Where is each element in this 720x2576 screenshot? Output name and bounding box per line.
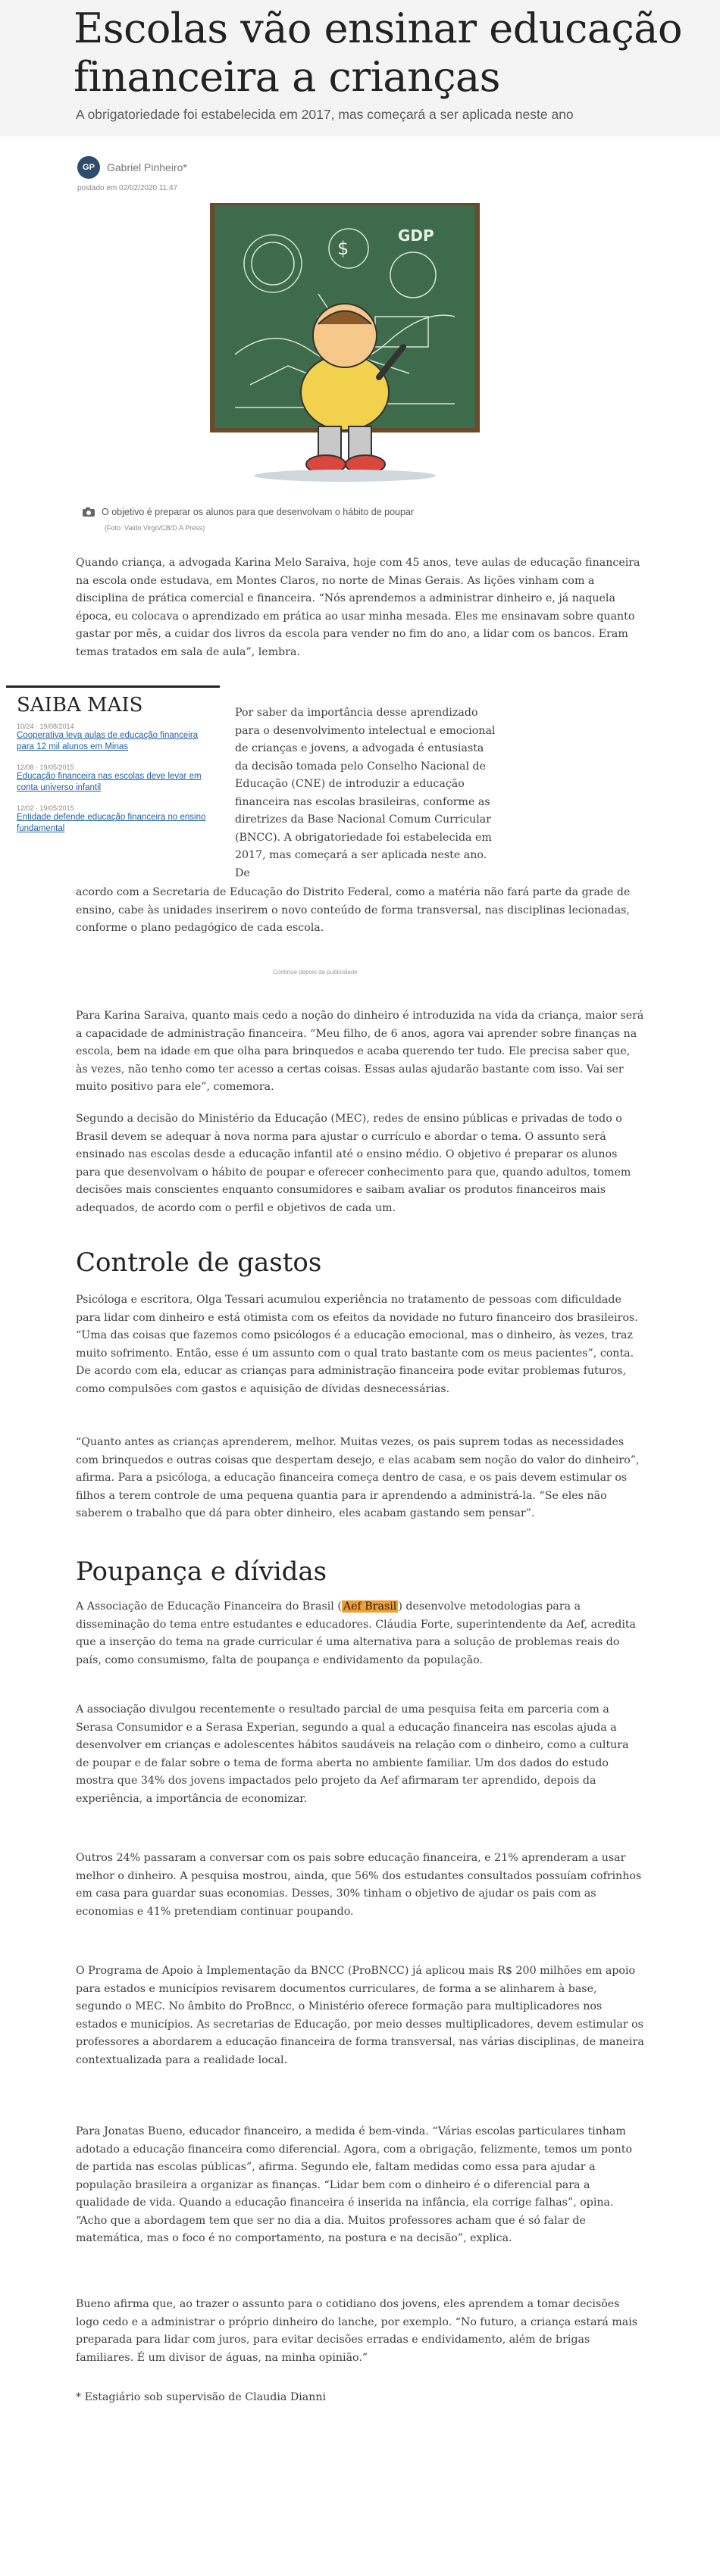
saiba-mais-rule [6, 685, 220, 688]
board-dollar: $ [337, 238, 349, 259]
saiba-mais-box [6, 685, 220, 845]
paragraph-text: A Associação de Educação Financeira do Brasil ( [76, 1600, 342, 1613]
paragraph: Outros 24% passaram a conversar com os pais sobre educação financeira, e 21% aprenderam a usar melhor o dinheiro. A pesquisa mostrou, ainda, que 56% dos estudantes consultados possuíam cofrinhos em casa para guardar suas economias. Desses, 30% tinham o objetivo de ajudar os pais com as economias e 41% pretendiam continuar poupando. [76, 1852, 642, 1918]
paragraph: Bueno afirma que, ao trazer o assunto para o cotidiano dos jovens, eles aprendem a tomar decisões logo cedo e a administrar o próprio dinheiro do lanche, por exemplo. “No futuro, a criança estará mais preparada para lidar com juros, para evitar decisões erradas e endividamento, além de brigas familiares. É um divisor de águas, na minha opinião.” [76, 2298, 638, 2364]
saiba-mais-item [17, 763, 218, 794]
board-gdp-label: GDP [398, 226, 434, 245]
saiba-mais-link[interactable]: Educação financeira nas escolas deve levar em conta universo infantil [17, 772, 202, 792]
paragraph: Para Jonatas Bueno, educador financeiro, a medida é bem-vinda. “Várias escolas particulares tinham adotado a educação financeira como diferencial. Agora, com a obrigação, felizmente, temos um ponto de partida nas escolas públicas”, afirma. Segundo ele, faltam medidas como essa para ajudar a população brasileira a organizar as finanças. “Lidar bem com o dinheiro é o diferencial para a qualidade de vida. Quando a educação financeira é inserida na infância, ela corrige falhas”, opina. “Acho que a abordagem tem que ser no dia a dia. Muitos professores acham que é só falar de matemática, mas o foco é no comportamento, na postura e na decisão”, explica. [76, 2125, 633, 2244]
paragraph [76, 1598, 644, 1669]
article-illustration [205, 203, 485, 491]
saiba-mais-item [17, 723, 218, 753]
paragraph: “Quanto antes as crianças aprenderem, melhor. Muitas vezes, os pais suprem todas as necessidades com brinquedos e outras coisas que despertam desejo, e elas acabam sem noção do valor do dinheiro”, afirma. Para a psicóloga, a educação financeira começa dentro de casa, e os pais devem estimular os filhos a terem controle de uma pequena quantia para ir aprendendo a administrá-la. “Se eles não saberem o trabalho que dá para obter dinheiro, eles acabam gastando sem pensar”. [76, 1436, 640, 1519]
section-heading: Controle de gastos [76, 1247, 322, 1278]
paragraph: Para Karina Saraiva, quanto mais cedo a noção do dinheiro é introduzida na vida da criança, maior será a capacidade de administração financeira. “Meu filho, de 6 anos, agora vai aprender sobre finanças na escola, bem na idade em que olha para brinquedos e acaba querendo ter tudo. Ele precisa saber que, às vezes, não tenho como ter acesso a certas coisas. Essas aulas ajudarão bastante com isso. Vai ser muito positivo para ele”, comemora. [76, 1010, 644, 1093]
byline [77, 155, 187, 180]
saiba-mais-link[interactable]: Cooperativa leva aulas de educação financeira para 12 mil alunos em Minas [17, 731, 199, 751]
author-avatar[interactable]: GP [77, 156, 100, 179]
image-caption [82, 507, 414, 517]
camera-icon [82, 507, 95, 517]
saiba-mais-title: SAIBA MAIS [17, 694, 143, 717]
saiba-mais-date: 12/02 · 19/05/2015 [17, 804, 74, 812]
article-subheadline: A obrigatoriedade foi estabelecida em 2017, mas começará a ser aplicada neste ano [76, 107, 574, 122]
author-name[interactable]: Gabriel Pinheiro* [107, 161, 187, 173]
ad-label: Continue depois da publicidade [273, 969, 358, 976]
paragraph-text: ) desenvolve metodologias para a disseminação do tema entre estudantes e educadores. Cláudia Forte, superintendente da Aef, acredita que a inserção do tema na grade curricular é uma alternativa para a solução de problemas reais do país, como consumismo, falta de poupança e endividamento da população. [76, 1600, 637, 1666]
paragraph: A associação divulgou recentemente o resultado parcial de uma pesquisa feita em parceria com a Serasa Consumidor e a Serasa Experian, segundo a qual a educação financeira nas escolas ajuda a desenvolver em crianças e adolescentes hábitos saudáveis na relação com o dinheiro, como a cultura de poupar e de falar sobre o tema de forma aberta no ambiente familiar. Um dos dados do estudo mostra que 34% dos jovens impactados pelo projeto da Aef afirmaram ter aprendido, depois da experiência, a importância de economizar. [76, 1703, 629, 1805]
caption-text: O objetivo é preparar os alunos para que desenvolvam o hábito de poupar [102, 507, 415, 517]
saiba-mais-date: 10/24 · 19/08/2014 [17, 723, 74, 730]
paragraph: Por saber da importância desse aprendizado para o desenvolvimento intelectual e emocional de crianças e jovens, a advogada é entusiasta da decisão tomada pelo Conselho Nacional de Educação (CNE) de introduzir a educação financeira nas escolas brasileiras, conforme as diretrizes da Base Nacional Comum Curricular (BNCC). A obrigatoriedade foi estabelecida em 2017, mas começará a ser aplicada neste ano. De [235, 707, 496, 879]
paragraph: Quando criança, a advogada Karina Melo Saraiva, hoje com 45 anos, teve aulas de educação financeira na escola onde estudava, em Montes Claros, no norte de Minas Gerais. As lições vinham com a disciplina de prática comercial e financeira. “Nós aprendemos a administrar dinheiro e, já naquela época, eu colocava o aprendizado em prática ao usar minha mesada. Eles me ensinavam sobre quanto gastar por mês, a cuidar dos livros da escola para vender no fim do ano, a lidar com os bancos. Eram temas tratados em sala de aula”, lembra. [76, 557, 640, 658]
saiba-mais-link[interactable]: Entidade defende educação financeira no ensino fundamental [17, 813, 206, 833]
paragraph: Psicóloga e escritora, Olga Tessari acumulou experiência no tratamento de pessoas com dificuldade para lidar com dinheiro e está otimista com os efeitos da novidade no futuro financeiro dos brasileiros. “Uma das coisas que fazemos como psicólogos é a educação emocional, mas o dinheiro, às vezes, traz muito sofrimento. Então, esse é um assunto com o qual trato bastante com os meus pacientes”, conta. De acordo com ela, educar as crianças para administração financeira pode evitar problemas futuros, como compulsões com gastos e aquisição de dívidas desnecessárias. [76, 1294, 638, 1395]
saiba-mais-item [17, 804, 218, 835]
paragraph: O Programa de Apoio à Implementação da BNCC (ProBNCC) já aplicou mais R$ 200 milhões em apoio para estados e municípios revisarem documentos curriculares, de forma a se alinharem à base, segundo o MEC. No âmbito do ProBncc, o Ministério oferece formação para multiplicadores nos estados e municípios. As secretarias de Educação, por meio desses multiplicadores, devem estimular os professores a abordarem a educação financeira de forma transversal, nas várias disciplinas, de maneira contextualizada para a realidade local. [76, 1965, 644, 2066]
article-headline: Escolas vão ensinar educação financeira a crianças [74, 5, 682, 101]
paragraph: Segundo a decisão do Ministério da Educação (MEC), redes de ensino públicas e privadas de todo o Brasil devem se adequar à nova norma para ajustar o currículo e abordar o tema. O assunto será ensinado nas escolas desde a educação infantil até o ensino médio. O objetivo é preparar os alunos para que desenvolvam o hábito de poupar e oferecer conhecimento para que, quando adultos, tomem decisões mais conscientes enquanto consumidores e saibam avaliar os produtos financeiros mais adequados, de acordo com o perfil e objetivos de cada um. [76, 1113, 631, 1214]
paragraph: acordo com a Secretaria de Educação do Distrito Federal, como a matéria não fará parte da grade de ensino, cabe às unidades inserirem o novo conteúdo de forma transversal, nas disciplinas lecionadas, conforme o plano pedagógico de cada escola. [76, 886, 631, 934]
footnote: * Estagiário sob supervisão de Claudia Dianni [76, 2391, 327, 2403]
section-heading: Poupança e dívidas [76, 1557, 327, 1587]
aef-brasil-highlight[interactable]: Aef Brasil [343, 1600, 397, 1613]
photo-credit: (Foto: Valdo Virgo/CB/D.A Press) [105, 524, 205, 532]
saiba-mais-date: 12/08 · 19/05/2015 [17, 763, 74, 771]
posted-date: postado em 02/02/2020 11:47 [77, 184, 178, 192]
floor-shadow [254, 470, 436, 482]
